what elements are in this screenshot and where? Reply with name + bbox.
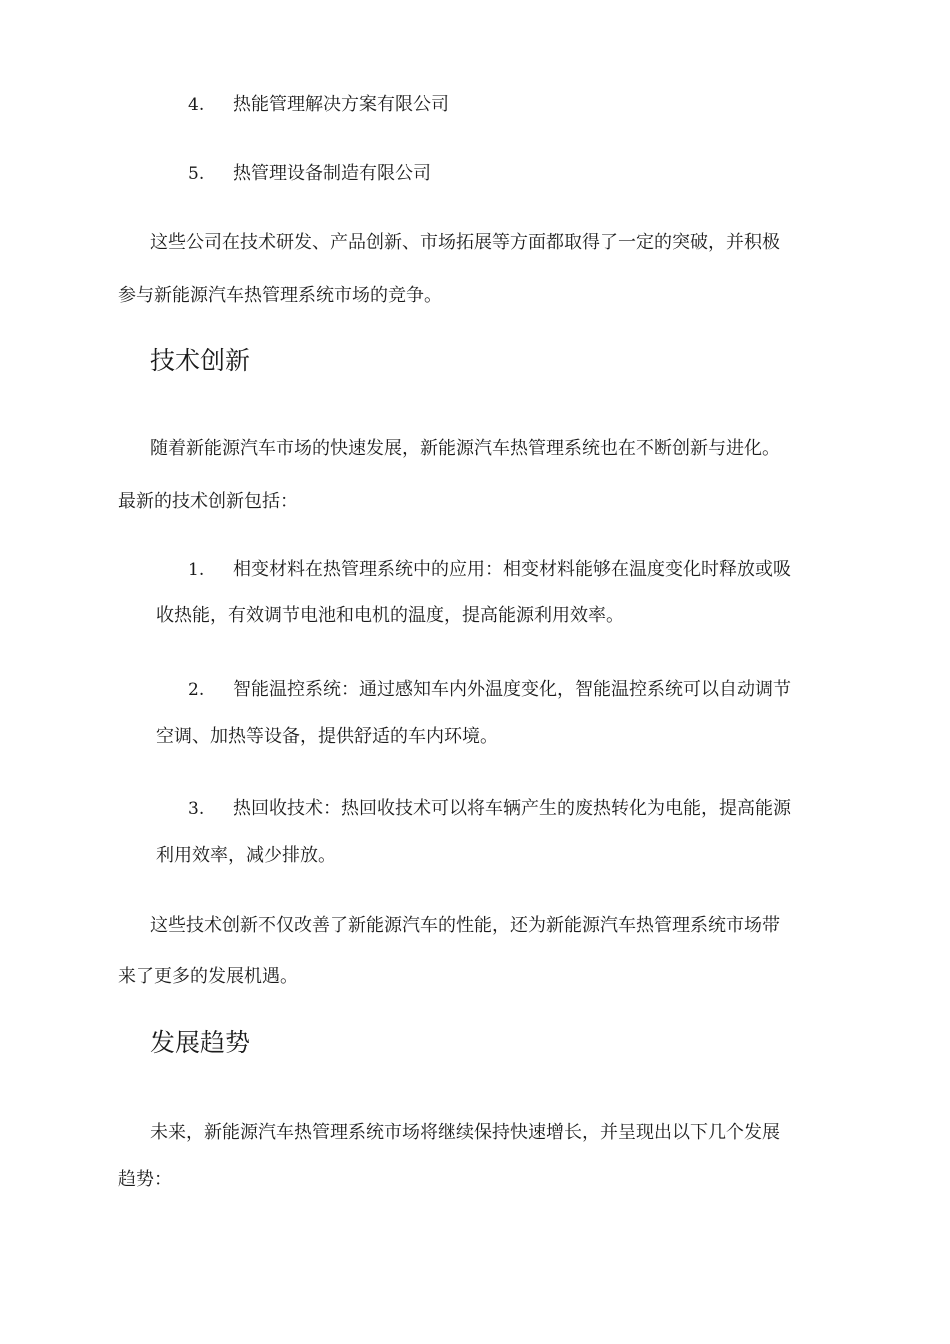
list-item-text: 收热能，有效调节电池和电机的温度，提高能源利用效率。 [156,605,624,626]
paragraph-line: 这些技术创新不仅改善了新能源汽车的性能，还为新能源汽车热管理系统市场带 [150,915,780,936]
list-item-number: 4. [188,95,205,115]
paragraph-line: 未来，新能源汽车热管理系统市场将继续保持快速增长，并呈现出以下几个发展 [150,1122,780,1143]
list-item-text: 智能温控系统：通过感知车内外温度变化，智能温控系统可以自动调节 [233,679,791,700]
list-item-text: 热能管理解决方案有限公司 [233,94,449,115]
list-item-text: 相变材料在热管理系统中的应用：相变材料能够在温度变化时释放或吸 [233,559,791,580]
list-item-number: 2. [188,680,205,700]
paragraph-line: 随着新能源汽车市场的快速发展，新能源汽车热管理系统也在不断创新与进化。 [150,438,780,459]
list-item-text: 利用效率，减少排放。 [156,845,336,866]
section-heading: 技术创新 [150,346,251,375]
list-item-text: 热回收技术：热回收技术可以将车辆产生的废热转化为电能，提高能源 [233,798,791,819]
paragraph-line: 参与新能源汽车热管理系统市场的竞争。 [118,285,442,306]
list-item-text: 热管理设备制造有限公司 [233,163,431,184]
section-heading: 发展趋势 [150,1028,251,1057]
paragraph-line: 趋势： [118,1169,172,1190]
paragraph-line: 最新的技术创新包括： [118,491,298,512]
paragraph-line: 来了更多的发展机遇。 [118,966,298,987]
list-item-number: 1. [188,560,205,580]
list-item-number: 3. [188,799,205,819]
list-item-text: 空调、加热等设备，提供舒适的车内环境。 [156,726,498,747]
paragraph-line: 这些公司在技术研发、产品创新、市场拓展等方面都取得了一定的突破，并积极 [150,232,780,253]
list-item-number: 5. [188,164,205,184]
